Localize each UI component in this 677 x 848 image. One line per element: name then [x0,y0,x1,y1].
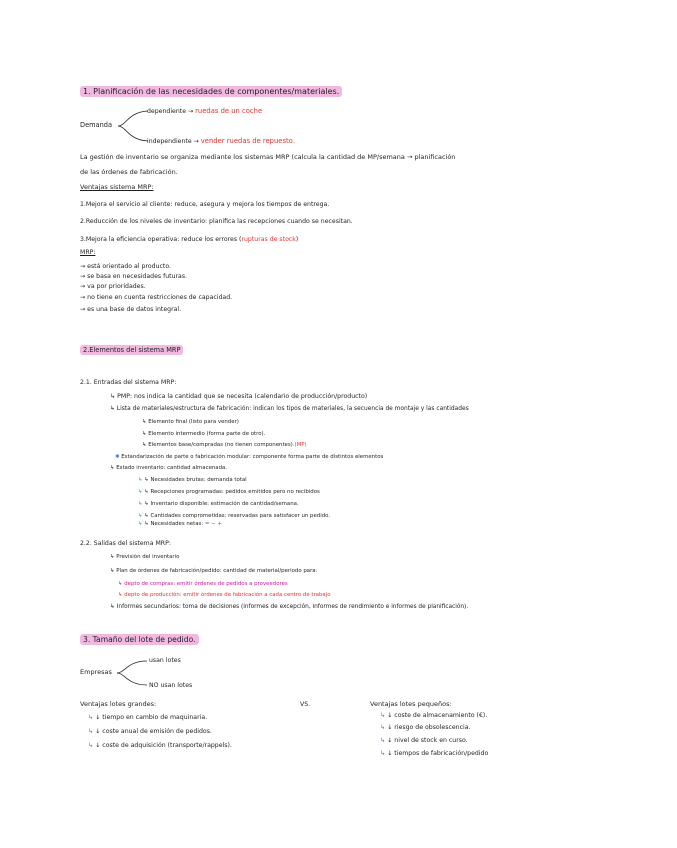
estado-item: ↳ ↳ Necesidades netas: = − + [138,521,222,527]
estandarizacion-line: ✱ Estandarización de parte o fabricación modular: componente forma parte de distintos elementos [115,454,384,460]
grandes-item: ↳ ↓ tiempo en cambio de maquinaria. [88,714,208,721]
dependiente-row: dependiente → ruedas de un coche [147,107,263,115]
ventajas-mrp-title: Ventajas sistema MRP: [80,183,154,191]
grandes-item: ↳ ↓ coste de adquisición (transporte/rappels). [88,742,232,749]
salidas-title: 2.2. Salidas del sistema MRP: [80,540,171,547]
usan-lotes: usan lotes [149,657,181,664]
section1-title: 1. Planificación de las necesidades de componentes/materiales. [80,88,342,96]
ventaja-2: 2.Reducción de los niveles de inventario: planifica las recepciones cuando se necesitan. [80,218,353,225]
mrp-item: → va por prioridades. [80,283,146,290]
demanda-label: Demanda [80,121,113,129]
mrp-item: → se basa en necesidades futuras. [80,273,188,280]
section3-title: 3. Tamaño del lote de pedido. [80,636,199,644]
mrp-item: → no tiene en cuenta restricciones de capacidad. [80,294,233,301]
estado-item: ↳ ↳ Recepciones programadas: pedidos emitidos pero no recibidos [138,489,320,495]
pmp-line: ↳ PMP: nos indica la cantidad que se necesita (calendario de producción/producto) [110,393,368,400]
plan-ordenes-line: ↳ Plan de órdenes de fabricación/pedido: cantidad de material/periodo para: [110,568,318,574]
mrp-title: MRP: [80,249,96,256]
estado-item: ↳ ↳ Necesidades brutas: demanda total [138,477,247,483]
pequenos-item: ↳ ↓ riesgo de obsolescencia. [380,724,471,731]
ventajas-grandes-title: Ventajas lotes grandes: [80,700,157,708]
mrp-item: → es una base de datos integral. [80,306,182,313]
gestion-line-1: La gestión de inventario se organiza mediante los sistemas MRP (calcula la cantidad de MP/semana → planificación [80,153,456,161]
lista-materiales-line: ↳ Lista de materiales/estructura de fabricación: indican los tipos de materiales, la secuencia de montaje y las cantidades [110,406,469,412]
elemento-intermedio: ↳ Elemento intermedio (forma parte de otro). [142,431,266,437]
independiente-row: independiente → vender ruedas de repuesto. [147,137,295,145]
informes-line: ↳ Informes secundarios: toma de decisiones (informes de excepción, informes de rendimiento e informes de planificación). [110,604,469,610]
estado-item: ↳ ↳ Cantidades comprometidas: reservadas para satisfacer un pedido. [138,513,331,519]
section2-title: 2.Elementos del sistema MRP [80,347,183,354]
estado-item: ↳ ↳ Inventario disponible: estimación de cantidad/semana. [138,501,299,507]
prevision-line: ↳ Previsión del inventario [110,554,180,560]
pequenos-item: ↳ ↓ tiempos de fabricación/pedido [380,750,489,757]
depto-produccion-line: ↳ depto de producción: emitir órdenes de fabricación a cada centro de trabajo [118,592,331,598]
empresas-label: Empresas [80,668,112,676]
pequenos-item: ↳ ↓ nivel de stock en curso. [380,737,468,744]
estado-inventario: ↳ Estado inventario: cantidad almacenada. [110,465,228,471]
no-usan-lotes: NO usan lotes [149,682,193,689]
ventaja-3: 3.Mejora la eficiencia operativa: reduce los errores (rupturas de stock) [80,236,299,243]
asterisk-icon: ✱ [115,454,122,460]
entradas-title: 2.1. Entradas del sistema MRP: [80,379,177,386]
elemento-final: ↳ Elemento final (listo para vender) [142,419,239,425]
gestion-line-2: de las órdenes de fabricación. [80,168,178,176]
ventajas-pequenos-title: Ventajas lotes pequeños: [370,700,452,708]
vs-label: VS. [300,701,311,708]
ventaja-1: 1.Mejora el servicio al cliente: reduce, asegura y mejora los tiempos de entrega. [80,201,330,208]
mrp-item: → está orientado al producto. [80,263,171,270]
empresas-bracket [117,658,149,688]
depto-compras-line: ↳ depto de compras: emitir órdenes de pedidos a proveedores [118,581,288,587]
demanda-bracket [118,108,150,144]
pequenos-item: ↳ ↓ coste de almacenamiento (€). [380,712,488,719]
grandes-item: ↳ ↓ coste anual de emisión de pedidos. [88,728,212,735]
elementos-base: ↳ Elementos base/compradas (no tienen componentes).(MP) [142,442,307,448]
